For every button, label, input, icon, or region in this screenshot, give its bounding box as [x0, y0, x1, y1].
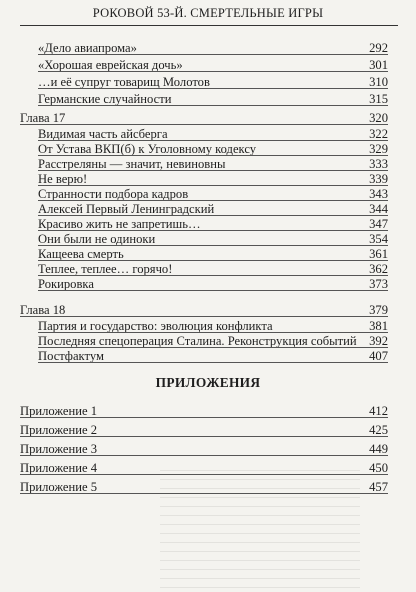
- toc-entry-page: 344: [369, 202, 388, 216]
- toc-entry: [38, 246, 388, 262]
- toc-entry-page: 392: [369, 334, 388, 348]
- toc-underline: [20, 124, 388, 125]
- appendix-title: Приложение 4: [20, 461, 98, 475]
- toc-entry: [38, 57, 388, 73]
- toc-entry-page: 343: [369, 187, 388, 201]
- chapter-page: 379: [369, 303, 388, 317]
- toc-entry-title: Последняя спецоперация Сталина. Реконструкция событий: [38, 334, 357, 348]
- toc-entry-title: Они были не одиноки: [38, 232, 156, 246]
- toc-entry-title: Видимая часть айсберга: [38, 127, 168, 141]
- appendix-entry: [20, 441, 388, 457]
- toc-underline: [38, 88, 388, 89]
- toc-entry-page: 310: [369, 75, 388, 89]
- toc-entry-title: От Устава ВКП(б) к Уголовному кодексу: [38, 142, 257, 156]
- appendix-heading: ПРИЛОЖЕНИЯ: [155, 375, 261, 390]
- toc-entry: [38, 74, 388, 90]
- appendix-entry: [20, 422, 388, 438]
- running-header: РОКОВОЙ 53-Й. СМЕРТЕЛЬНЫЕ ИГРЫ: [92, 6, 324, 20]
- toc-underline: [20, 316, 388, 317]
- toc-underline: [38, 54, 388, 55]
- toc-entry: [38, 126, 388, 142]
- toc-entry: [38, 141, 388, 157]
- toc-entry-title: «Хорошая еврейская дочь»: [38, 58, 183, 72]
- toc-entry-page: 361: [369, 247, 388, 261]
- toc-entry: [38, 216, 388, 232]
- toc-underline: [20, 417, 388, 418]
- toc-entry: [38, 201, 388, 217]
- toc-entry-title: Не верю!: [38, 172, 88, 186]
- appendix-page: 450: [369, 461, 388, 475]
- toc-entry-title: Теплее, теплее… горячо!: [38, 262, 173, 276]
- toc-entry: [38, 171, 388, 187]
- appendix-title: Приложение 5: [20, 480, 98, 494]
- toc-entry-page: 322: [369, 127, 388, 141]
- toc-entry: [38, 231, 388, 247]
- toc-entry-page: 347: [369, 217, 388, 231]
- toc-entry: [38, 156, 388, 172]
- appendix-page: 457: [369, 480, 388, 494]
- toc-entry-page: 381: [369, 319, 388, 333]
- toc-entry: [38, 186, 388, 202]
- toc-entry-page: 333: [369, 157, 388, 171]
- appendix-title: Приложение 1: [20, 404, 98, 418]
- toc-entry-page: 354: [369, 232, 388, 246]
- toc-entry-page: 329: [369, 142, 388, 156]
- toc-entry-title: Кащеева смерть: [38, 247, 124, 261]
- appendix-title: Приложение 2: [20, 423, 98, 437]
- toc-entry-page: 407: [369, 349, 388, 363]
- toc-entry: [38, 40, 388, 56]
- toc-entry-title: Красиво жить не запретишь…: [38, 217, 201, 231]
- bleed-through-text: [160, 470, 360, 590]
- toc-entry-page: 373: [369, 277, 388, 291]
- toc-entry: [38, 276, 388, 292]
- appendix-page: 425: [369, 423, 388, 437]
- toc-entry-page: 315: [369, 92, 388, 106]
- toc-underline: [38, 290, 388, 291]
- appendix-page: 412: [369, 404, 388, 418]
- toc-entry-title: Расстреляны — значит, невиновны: [38, 157, 226, 171]
- appendix-entry: [20, 403, 388, 419]
- chapter-title: Глава 17: [20, 111, 66, 125]
- toc-entry-title: Рокировка: [38, 277, 94, 291]
- toc-entry-title: Постфактум: [38, 349, 104, 363]
- toc-entry: [38, 348, 388, 364]
- toc-underline: [38, 105, 388, 106]
- appendix-title: Приложение 3: [20, 442, 98, 456]
- header-rule: [20, 25, 398, 26]
- toc-entry-page: 301: [369, 58, 388, 72]
- toc-entry: [38, 91, 388, 107]
- toc-underline: [20, 436, 388, 437]
- toc-entry-title: Алексей Первый Ленинградский: [38, 202, 215, 216]
- toc-entry: [38, 333, 388, 349]
- appendix-page: 449: [369, 442, 388, 456]
- toc-entry: [38, 318, 388, 334]
- toc-entry-title: «Дело авиапрома»: [38, 41, 137, 55]
- toc-chapter: [20, 302, 388, 318]
- toc-entry-page: 339: [369, 172, 388, 186]
- toc-underline: [20, 455, 388, 456]
- toc-entry: [38, 261, 388, 277]
- toc-entry-page: 362: [369, 262, 388, 276]
- toc-entry-title: …и её супруг товарищ Молотов: [38, 75, 210, 89]
- toc-chapter: [20, 110, 388, 126]
- toc-entry-title: Германские случайности: [38, 92, 172, 106]
- toc-entry-title: Странности подбора кадров: [38, 187, 189, 201]
- toc-underline: [38, 71, 388, 72]
- chapter-page: 320: [369, 111, 388, 125]
- toc-entry-page: 292: [369, 41, 388, 55]
- toc-entry-title: Партия и государство: эволюция конфликта: [38, 319, 273, 333]
- chapter-title: Глава 18: [20, 303, 66, 317]
- toc-underline: [38, 362, 388, 363]
